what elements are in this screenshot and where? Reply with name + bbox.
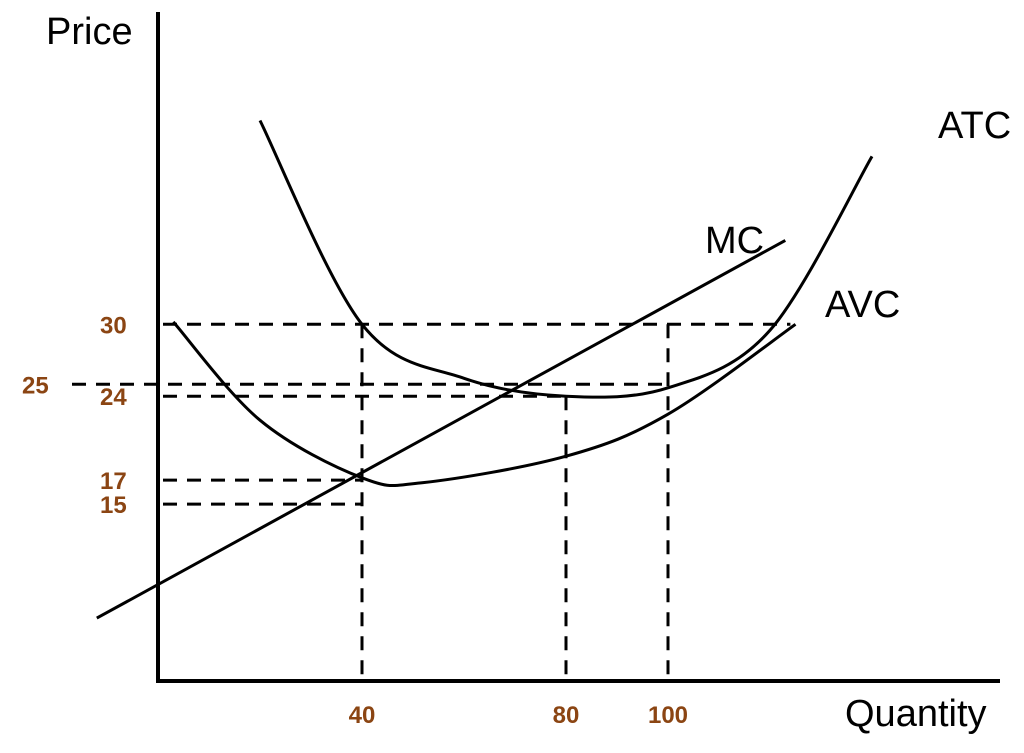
guide-lines bbox=[72, 324, 790, 681]
cost-curves bbox=[97, 121, 872, 619]
y-tick-label: 15 bbox=[100, 492, 127, 520]
mc-curve-label: MC bbox=[705, 220, 765, 262]
x-tick-label: 80 bbox=[552, 702, 580, 729]
avc-curve-label: AVC bbox=[825, 284, 901, 326]
y-tick-label: 17 bbox=[100, 468, 127, 496]
mc-curve bbox=[97, 240, 786, 618]
avc-curve bbox=[173, 322, 795, 486]
y-axis-title: Price bbox=[46, 11, 133, 53]
atc-curve-label: ATC bbox=[938, 105, 1012, 147]
y-tick-label: 30 bbox=[100, 312, 127, 340]
y-tick-label: 24 bbox=[100, 384, 127, 412]
atc-curve bbox=[260, 121, 872, 398]
x-tick-label: 40 bbox=[348, 702, 376, 729]
x-axis-title: Quantity bbox=[845, 693, 987, 735]
y-tick-label: 25 bbox=[22, 372, 49, 400]
tick-labels bbox=[22, 312, 688, 729]
x-tick-label: 100 bbox=[647, 702, 689, 729]
